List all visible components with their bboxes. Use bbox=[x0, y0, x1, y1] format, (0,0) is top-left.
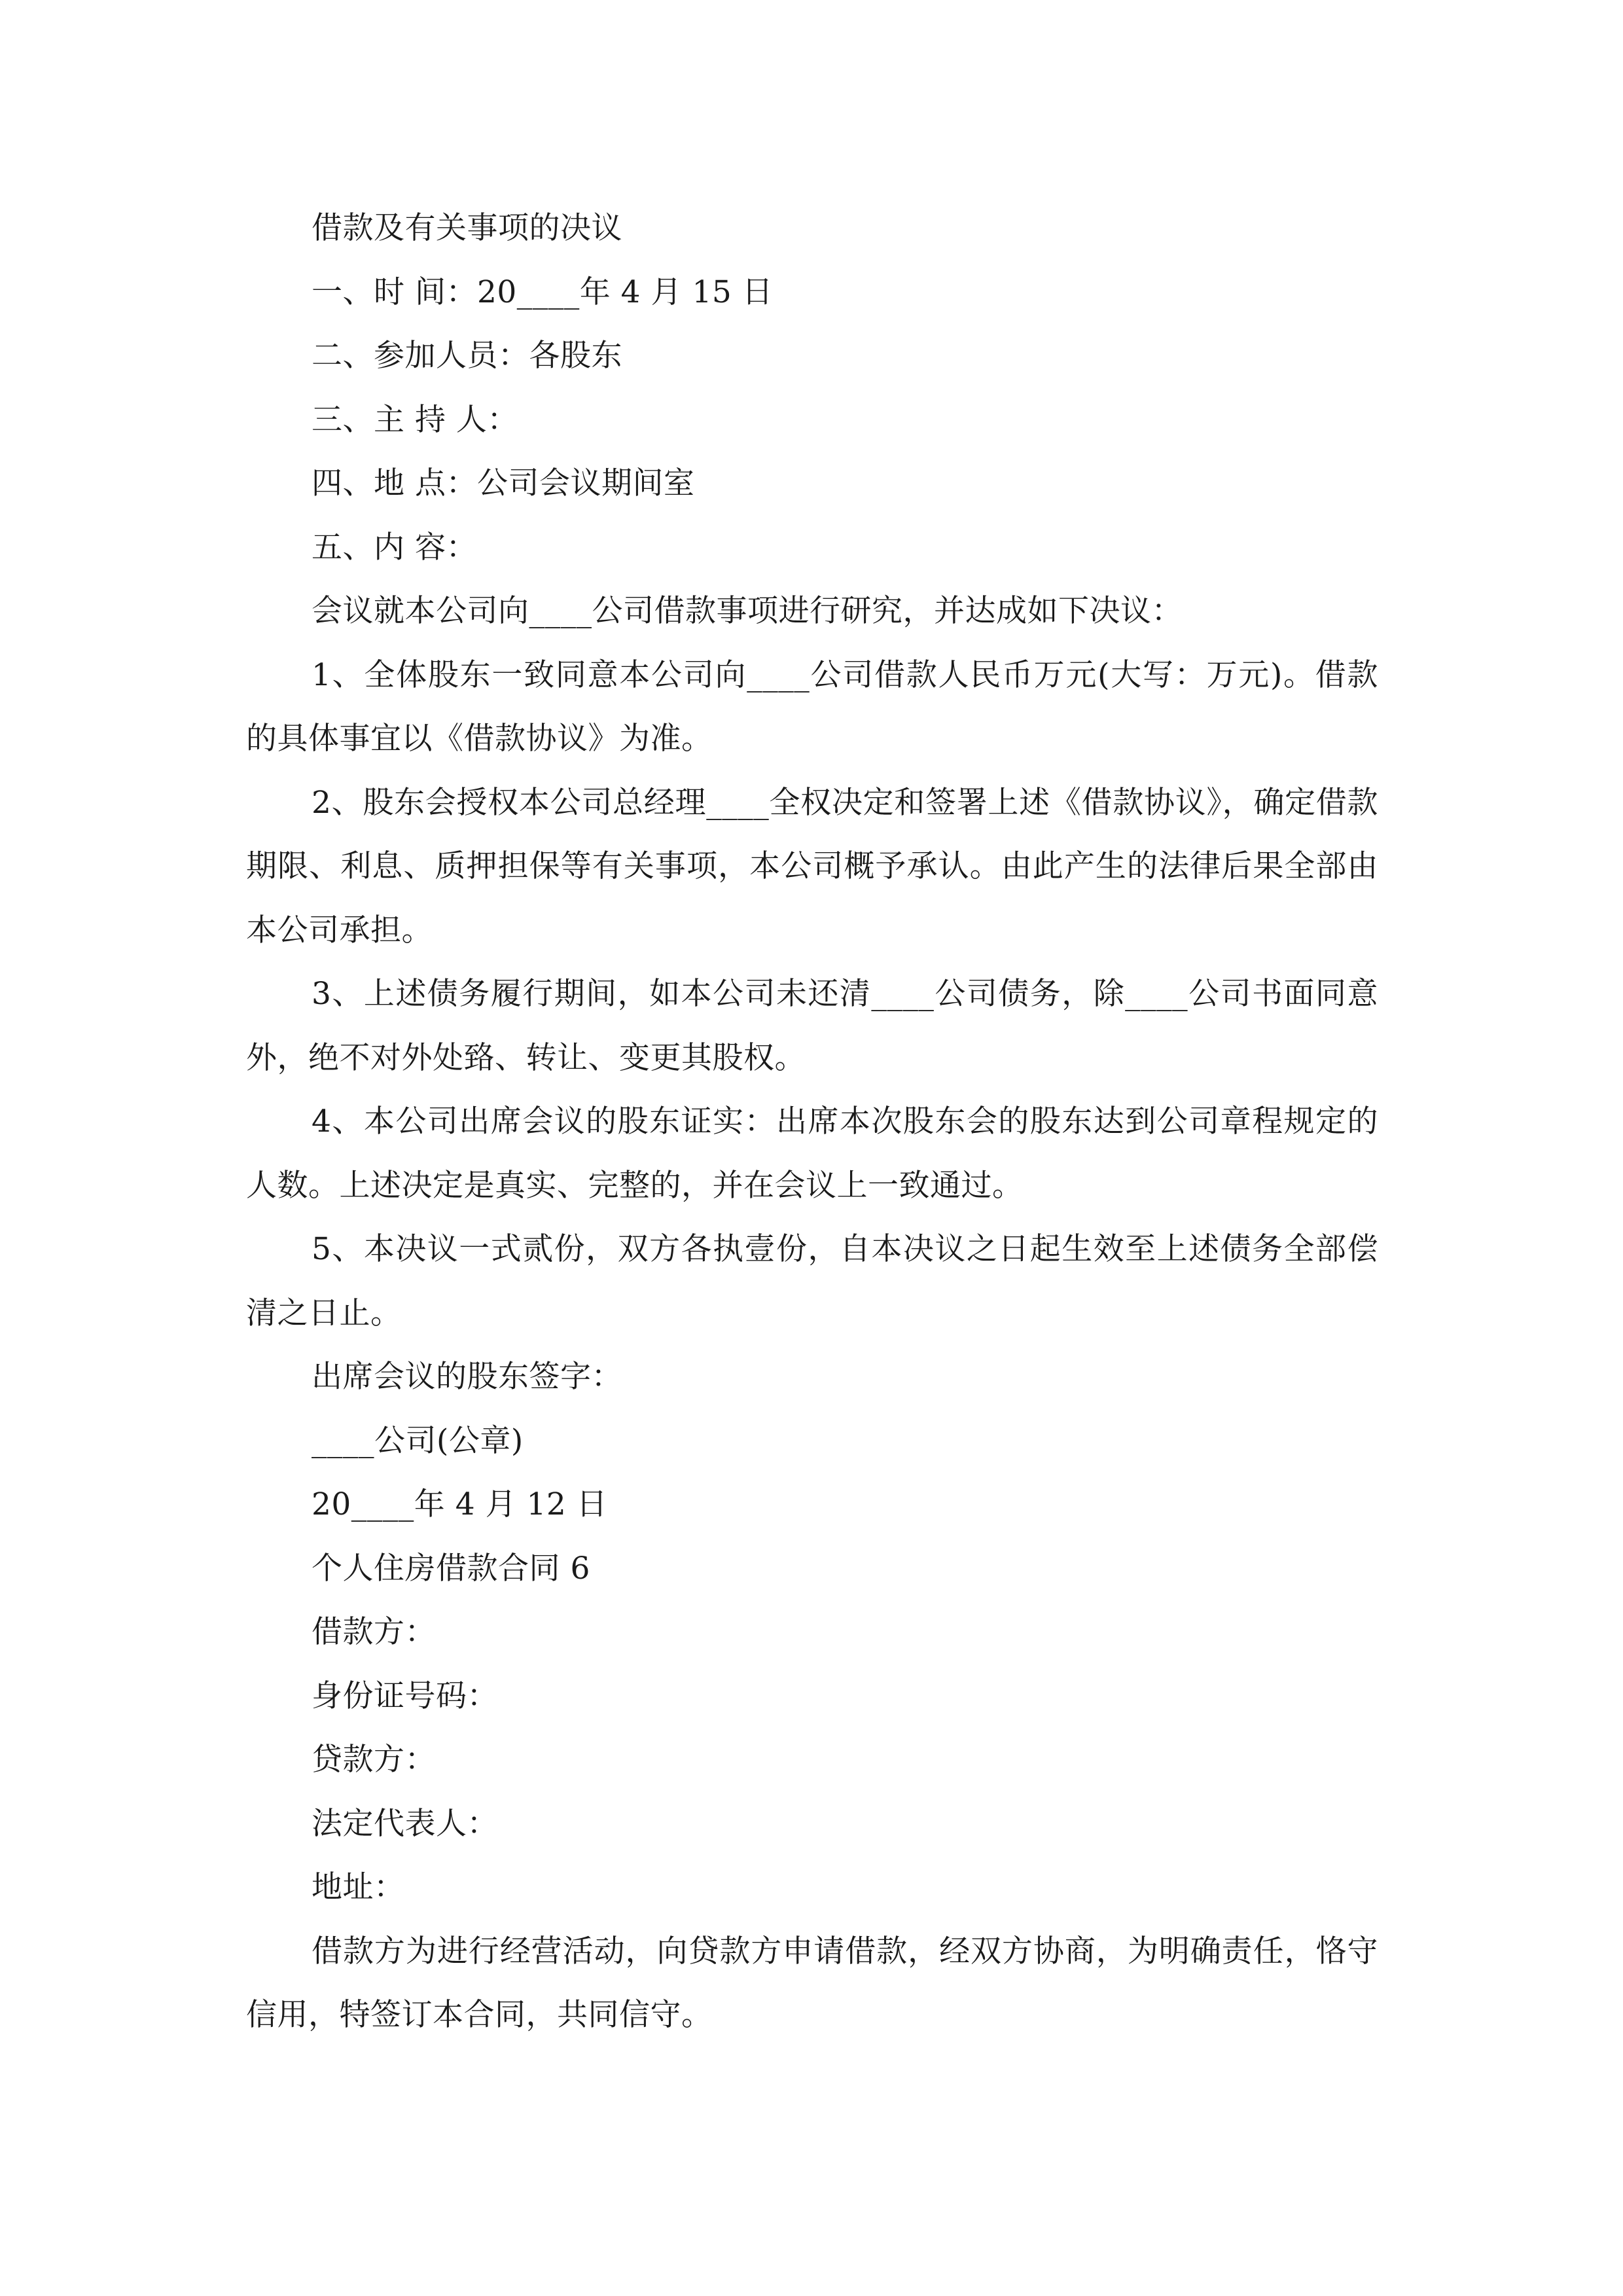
meeting-location: 四、地 点：公司会议期间室 bbox=[312, 465, 695, 501]
contract-borrower: 借款方： bbox=[312, 1614, 436, 1650]
sign-date: 20____年 4 月 12 日 bbox=[312, 1486, 608, 1522]
contract-address: 地址： bbox=[312, 1869, 405, 1905]
resolution-item-4: 4、本公司出席会议的股东证实：出席本次股东会的股东达到公司章程规定的人数。上述决定是真实、完整的，并在会议上一致通过。 bbox=[246, 1103, 1378, 1204]
contract-legal-rep: 法定代表人： bbox=[312, 1805, 498, 1842]
resolution-item-1: 1、全体股东一致同意本公司向____公司借款人民币万元(大写：万元)。借款的具体事宜以《借款协议》为准。 bbox=[246, 656, 1378, 757]
document-body bbox=[246, 196, 1378, 2047]
meeting-attendees: 二、参加人员：各股东 bbox=[312, 338, 622, 374]
meeting-content-heading: 五、内 容： bbox=[312, 529, 477, 565]
contract-lender: 贷款方： bbox=[312, 1742, 436, 1778]
resolution-item-5: 5、本决议一式贰份，双方各执壹份，自本决议之日起生效至上述债务全部偿清之日止。 bbox=[246, 1231, 1378, 1331]
resolution-title: 借款及有关事项的决议 bbox=[312, 210, 622, 246]
resolution-intro: 会议就本公司向____公司借款事项进行研究，并达成如下决议： bbox=[312, 593, 1183, 629]
meeting-host: 三、主 持 人： bbox=[312, 401, 518, 438]
meeting-time: 一、时 间：20____年 4 月 15 日 bbox=[312, 274, 774, 310]
signature-label: 出席会议的股东签字： bbox=[312, 1359, 622, 1395]
resolution-item-2: 2、股东会授权本公司总经理____全权决定和签署上述《借款协议》，确定借款期限、利息、质押担保等有关事项，本公司概予承认。由此产生的法律后果全部由本公司承担。 bbox=[246, 784, 1378, 948]
resolution-item-3: 3、上述债务履行期间，如本公司未还清____公司债务，除____公司书面同意外，绝不对外处臵、转让、变更其股权。 bbox=[246, 976, 1378, 1076]
contract-preamble: 借款方为进行经营活动，向贷款方申请借款，经双方协商，为明确责任，恪守信用，特签订本合同，共同信守。 bbox=[246, 1933, 1378, 2033]
contract-title: 个人住房借款合同 6 bbox=[312, 1550, 590, 1587]
company-seal-line: ____公司(公章) bbox=[312, 1422, 524, 1459]
contract-id-number: 身份证号码： bbox=[312, 1677, 498, 1714]
